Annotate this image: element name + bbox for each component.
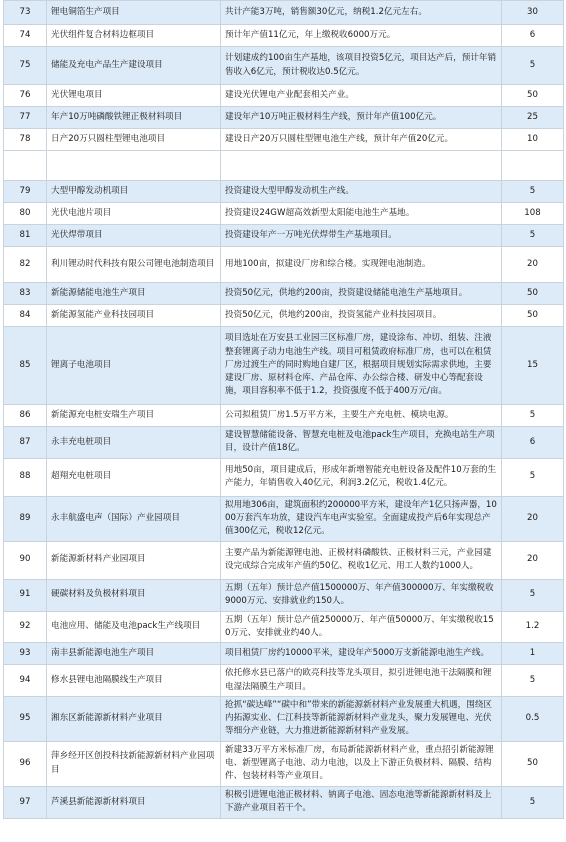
project-description-cell: 项目租赁厂房约10000平米，建设年产5000万支新能源电池生产线。: [221, 643, 502, 665]
investment-cell: 20: [502, 541, 564, 579]
project-description-cell: 投资建设大型甲醇发动机生产线。: [221, 181, 502, 203]
empty-cell: [47, 151, 221, 181]
project-description-cell: 主要产品为新能源锂电池、正极材料磷酸铁、正极材料三元，产业园建设完成综合完成年产值约50亿、税收1亿元、用工人数约1000人。: [221, 541, 502, 579]
row-number-cell: 88: [4, 458, 47, 496]
row-number-cell: 82: [4, 247, 47, 283]
empty-cell: [4, 151, 47, 181]
investment-cell: 50: [502, 85, 564, 107]
row-number-cell: 75: [4, 47, 47, 85]
project-description-cell: 计划建成约100亩生产基地，该项目投资5亿元，项目达产后，预计年销售收入6亿元，预计税收达0.5亿元。: [221, 47, 502, 85]
project-name-cell: 光伏焊带项目: [47, 225, 221, 247]
project-description-cell: 公司拟租赁厂房1.5万平方米，主要生产充电桩、模块电源。: [221, 405, 502, 427]
table-row: [4, 225, 564, 247]
table-row: [4, 1, 564, 25]
project-description-cell: 投资50亿元，供地约200亩，投资建设储能电池生产基地项目。: [221, 283, 502, 305]
investment-cell: 10: [502, 129, 564, 151]
project-name-cell: 利川锂动时代科技有限公司锂电池制造项目: [47, 247, 221, 283]
project-name-cell: 大型甲醇发动机项目: [47, 181, 221, 203]
project-table-body: [4, 1, 564, 819]
table-row: [4, 247, 564, 283]
investment-cell: 25: [502, 107, 564, 129]
row-number-cell: 85: [4, 327, 47, 405]
investment-cell: 15: [502, 327, 564, 405]
row-number-cell: 83: [4, 283, 47, 305]
investment-cell: 108: [502, 203, 564, 225]
project-name-cell: 湘东区新能源新材料产业项目: [47, 696, 221, 741]
project-description-cell: 新建33万平方米标准厂房，布局新能源新材料产业，重点招引新能源锂电、新型锂离子电池、动力电池，以及上下游正负极材料、隔膜、结构件、包装材料等产业项目。: [221, 741, 502, 786]
table-row: [4, 283, 564, 305]
table-row: [4, 579, 564, 611]
investment-cell: 5: [502, 458, 564, 496]
table-row: [4, 696, 564, 741]
table-row: [4, 181, 564, 203]
table-row: [4, 85, 564, 107]
investment-cell: 6: [502, 25, 564, 47]
row-number-cell: 94: [4, 665, 47, 697]
row-number-cell: 86: [4, 405, 47, 427]
table-row: [4, 741, 564, 786]
investment-cell: 5: [502, 786, 564, 818]
investment-cell: 30: [502, 1, 564, 25]
table-row: [4, 25, 564, 47]
investment-cell: 6: [502, 427, 564, 459]
project-name-cell: 锂电铜箔生产项目: [47, 1, 221, 25]
row-number-cell: 87: [4, 427, 47, 459]
project-name-cell: 硬碳材料及负极材料项目: [47, 579, 221, 611]
row-number-cell: 79: [4, 181, 47, 203]
project-name-cell: 新能源氢能产业科技园项目: [47, 305, 221, 327]
project-name-cell: 芦溪县新能源新材料项目: [47, 786, 221, 818]
project-description-cell: 项目选址在万安县工业园三区标准厂房，建设涂布、冲切、组装、注液整套锂离子动力电池生产线。项目可租赁政府标准厂房，也可以在租赁厂房过渡生产的同时购地自建厂区，根据项目规划实际需求供地，主要建设厂房、原材料仓库、产品仓库、办公综合楼、研发中心等配套设施，项目容积率不低于1.2，投资强度不低于400万元/亩。: [221, 327, 502, 405]
project-description-cell: 建设年产10万吨正极材料生产线，预计年产值100亿元。: [221, 107, 502, 129]
empty-cell: [502, 151, 564, 181]
investment-cell: 0.5: [502, 696, 564, 741]
project-name-cell: 修水县锂电池隔膜线生产项目: [47, 665, 221, 697]
table-row: [4, 665, 564, 697]
investment-cell: 50: [502, 283, 564, 305]
project-name-cell: 电池应用、储能及电池pack生产线项目: [47, 611, 221, 643]
table-row: [4, 458, 564, 496]
investment-cell: 5: [502, 181, 564, 203]
project-name-cell: 新能源储能电池生产项目: [47, 283, 221, 305]
project-name-cell: 光伏锂电项目: [47, 85, 221, 107]
project-name-cell: 新能源新材料产业园项目: [47, 541, 221, 579]
project-description-cell: 建设智慧储能设备、智慧充电桩及电池pack生产项目，充换电站生产项目，设计产值18亿。: [221, 427, 502, 459]
table-row: [4, 47, 564, 85]
investment-cell: 5: [502, 225, 564, 247]
table-row: [4, 496, 564, 541]
row-number-cell: 92: [4, 611, 47, 643]
investment-cell: 1.2: [502, 611, 564, 643]
project-description-cell: 拟用地306亩，建筑面积约200000平方米，建设年产1亿只扬声器，1000万套汽车功放，建设汽车电声实验室。全面建成投产后6年实现总产值300亿元，税收12亿元。: [221, 496, 502, 541]
table-gap-row: [4, 151, 564, 181]
project-description-cell: 投资建设年产一万吨光伏焊带生产基地项目。: [221, 225, 502, 247]
investment-cell: 50: [502, 741, 564, 786]
project-description-cell: 用地100亩，拟建设厂房和综合楼。实现锂电池制造。: [221, 247, 502, 283]
project-description-cell: 建设光伏锂电产业配套相关产业。: [221, 85, 502, 107]
project-description-cell: 抢抓“碳达峰”“碳中和”带来的新能源新材料产业发展重大机遇，围绕区内拓源实业、仁江科技等新能源新材料产业龙头，聚力发展锂电、光伏等细分产业链，大力推进新能源新材料产业发展。: [221, 696, 502, 741]
project-name-cell: 日产20万只圆柱型锂电池项目: [47, 129, 221, 151]
project-name-cell: 锂离子电池项目: [47, 327, 221, 405]
project-name-cell: 光伏电池片项目: [47, 203, 221, 225]
table-row: [4, 427, 564, 459]
row-number-cell: 78: [4, 129, 47, 151]
investment-cell: 20: [502, 496, 564, 541]
investment-cell: 5: [502, 405, 564, 427]
project-name-cell: 萍乡经开区创投科技新能源新材料产业园项目: [47, 741, 221, 786]
table-row: [4, 643, 564, 665]
row-number-cell: 93: [4, 643, 47, 665]
row-number-cell: 91: [4, 579, 47, 611]
project-description-cell: 投资50亿元，供地约200亩，投资氢能产业科技园项目。: [221, 305, 502, 327]
project-description-cell: 五期（五年）预计总产值250000万、年产值50000万、年实缴税收150万元、安排就业约40人。: [221, 611, 502, 643]
project-name-cell: 永丰航盛电声（国际）产业园项目: [47, 496, 221, 541]
table-row: [4, 611, 564, 643]
table-row: [4, 129, 564, 151]
project-name-cell: 年产10万吨磷酸铁锂正极材料项目: [47, 107, 221, 129]
table-row: [4, 405, 564, 427]
investment-cell: 50: [502, 305, 564, 327]
row-number-cell: 97: [4, 786, 47, 818]
table-row: [4, 107, 564, 129]
row-number-cell: 89: [4, 496, 47, 541]
row-number-cell: 74: [4, 25, 47, 47]
row-number-cell: 77: [4, 107, 47, 129]
row-number-cell: 76: [4, 85, 47, 107]
project-description-cell: 用地50亩，项目建成后，形成年新增智能充电桩设备及配件10万套的生产能力，年销售收入40亿元，利润3.2亿元，税收1.4亿元。: [221, 458, 502, 496]
empty-cell: [221, 151, 502, 181]
project-description-cell: 共计产能3万吨，销售额30亿元，纳税1.2亿元左右。: [221, 1, 502, 25]
project-description-cell: 积极引进锂电池正极材料、钠离子电池、固态电池等新能源新材料及上下游产业项目若干个。: [221, 786, 502, 818]
project-name-cell: 永丰充电桩项目: [47, 427, 221, 459]
project-name-cell: 光伏组件复合材料边框项目: [47, 25, 221, 47]
project-description-cell: 投资建设24GW超高效新型太阳能电池生产基地。: [221, 203, 502, 225]
table-row: [4, 203, 564, 225]
project-name-cell: 新能源充电桩安瑞生产项目: [47, 405, 221, 427]
row-number-cell: 96: [4, 741, 47, 786]
investment-cell: 1: [502, 643, 564, 665]
investment-cell: 5: [502, 47, 564, 85]
table-row: [4, 786, 564, 818]
table-row: [4, 327, 564, 405]
investment-cell: 5: [502, 665, 564, 697]
project-name-cell: 超翔充电桩项目: [47, 458, 221, 496]
project-description-cell: 五期（五年）预计总产值1500000万、年产值300000万、年实缴税收9000万元、安排就业约150人。: [221, 579, 502, 611]
row-number-cell: 95: [4, 696, 47, 741]
row-number-cell: 80: [4, 203, 47, 225]
row-number-cell: 81: [4, 225, 47, 247]
table-row: [4, 541, 564, 579]
project-description-cell: 预计年产值11亿元，年上缴税收6000万元。: [221, 25, 502, 47]
row-number-cell: 90: [4, 541, 47, 579]
project-table: [3, 0, 564, 819]
project-description-cell: 依托修水县已落户的欧亮科技等龙头项目，拟引进锂电池干法隔膜和锂电湿法隔膜生产项目。: [221, 665, 502, 697]
project-name-cell: 南丰县新能源电池生产项目: [47, 643, 221, 665]
table-row: [4, 305, 564, 327]
investment-cell: 5: [502, 579, 564, 611]
project-description-cell: 建设日产20万只圆柱型锂电池生产线，预计年产值20亿元。: [221, 129, 502, 151]
project-name-cell: 储能及充电产品生产建设项目: [47, 47, 221, 85]
row-number-cell: 73: [4, 1, 47, 25]
row-number-cell: 84: [4, 305, 47, 327]
investment-cell: 20: [502, 247, 564, 283]
